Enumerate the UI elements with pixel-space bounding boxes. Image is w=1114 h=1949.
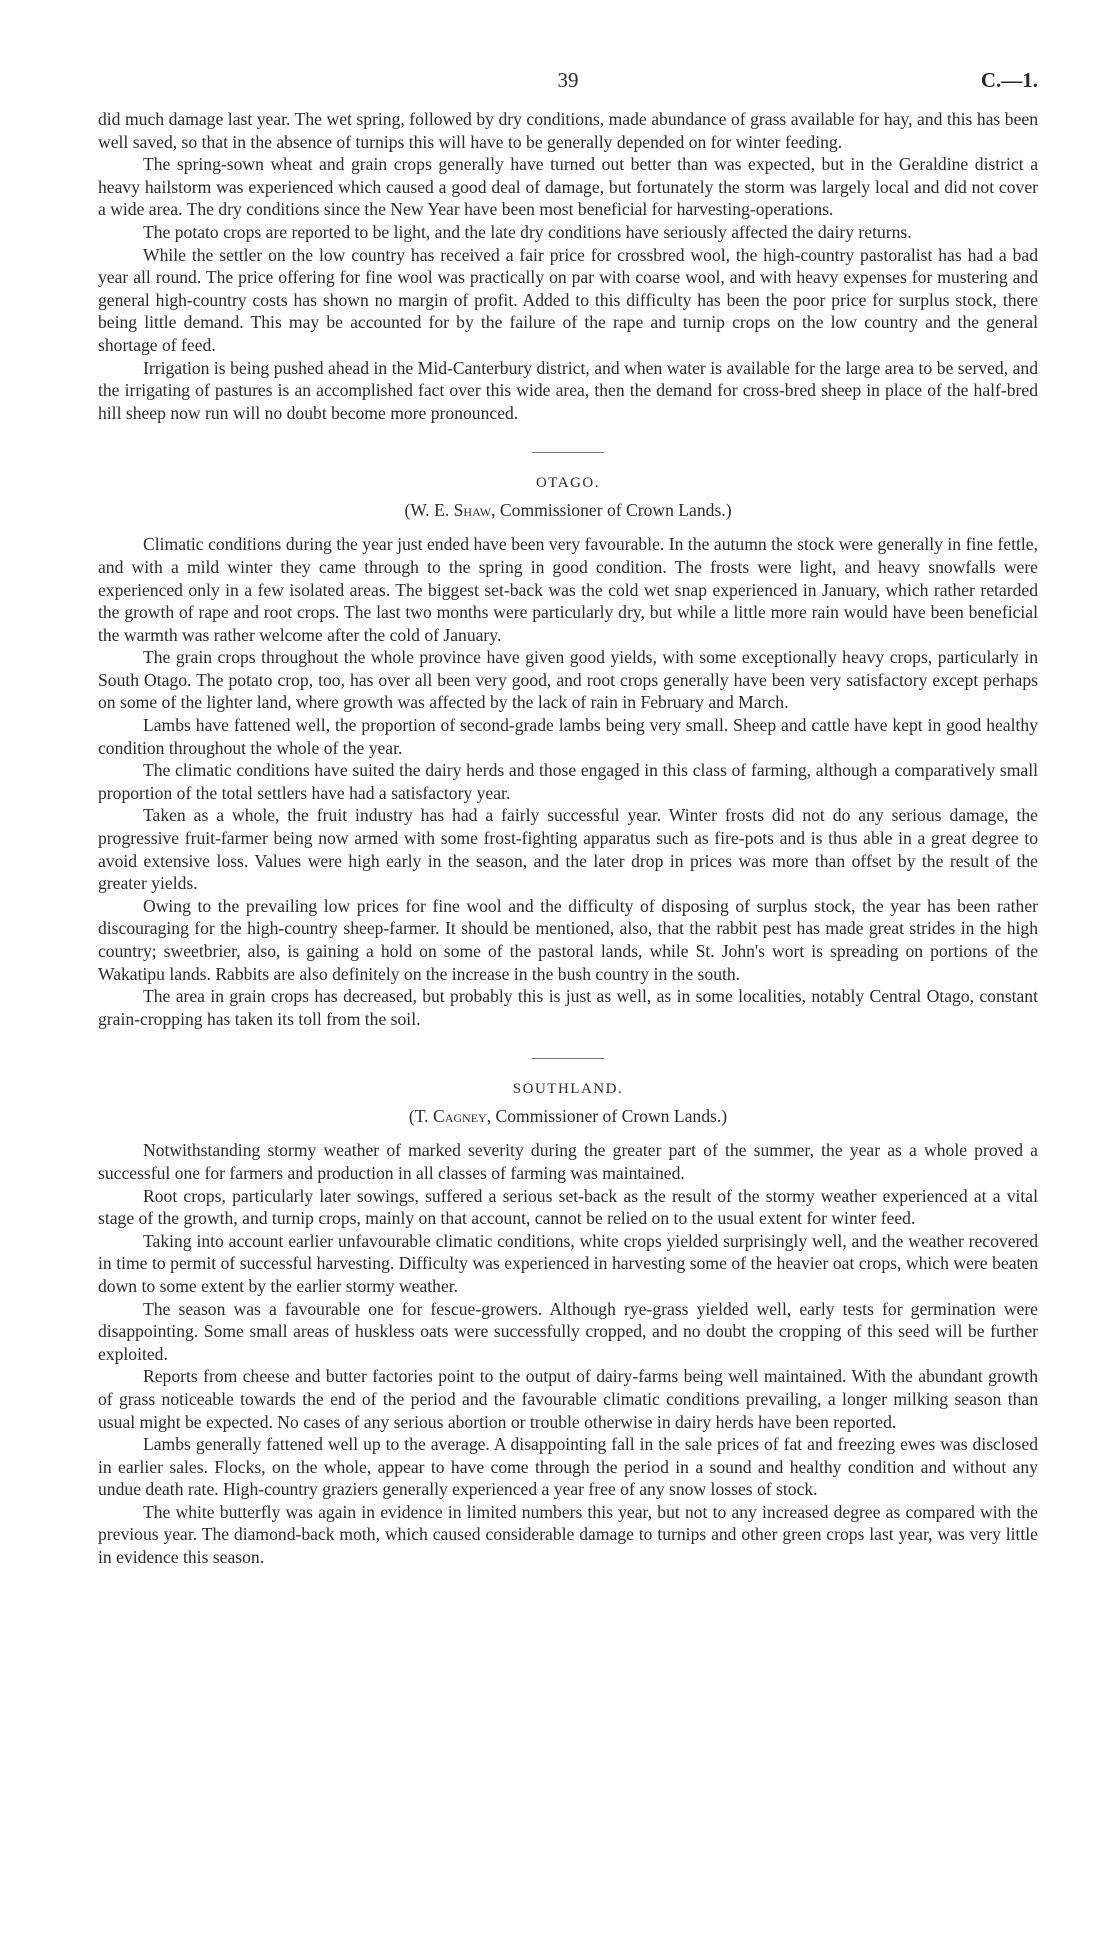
byline-title: , Commissioner of Crown Lands.)	[491, 500, 732, 521]
paragraph: Lambs generally fattened well up to the average. A disappointing fall in the sale prices of fat and freezing ewes was disclosed in earlier sales. Flocks, on the whole, appear to have come through the period in a sound and healthy condition and without any undue death rate. High-country graziers generally experienced a year free of any snow losses of stock.	[98, 1434, 1038, 1500]
section-divider	[532, 452, 604, 453]
byline-name: Shaw	[453, 500, 492, 521]
paragraph: Climatic conditions during the year just ended have been very favourable. In the autumn the stock were generally in fine fettle, and with a mild winter they came through to the spring in good condition. The frosts were light, and heavy snowfalls were experienced only in a few isolated areas. The biggest set-back was the cold wet snap experienced in January, which rather retarded the growth of rape and root crops. The last two months were particularly dry, but while a little more rain would have been beneficial the warmth was rather welcome after the cold of January.	[98, 534, 1038, 645]
document-reference: C.—1.	[980, 68, 1038, 92]
section-title: OTAGO.	[535, 475, 601, 492]
paragraph: Owing to the prevailing low prices for fine wool and the difficulty of disposing of surplus stock, the year has been rather discouraging for the high-country sheep-farmer. It should be mentioned, also, that the rabbit pest has made great strides in the high country; sweetbrier, also, is gaining a hold on some of the pastoral lands, while St. John's wort is spreading on portions of the Wakatipu lands. Rabbits are also definitely on the increase in the bush country in the south.	[98, 895, 1038, 984]
section-byline	[98, 500, 1038, 521]
paragraph: Lambs have fattened well, the proportion of second-grade lambs being very small. Sheep and cattle have kept in good healthy condition throughout the whole of the year.	[98, 715, 1038, 758]
paragraph: Reports from cheese and butter factories point to the output of dairy-farms being well maintained. With the abundant growth of grass noticeable towards the end of the period and the favourable climatic conditions prevailing, a longer milking season than usual might be expected. No cases of any serious abortion or trouble otherwise in dairy herds have been reported.	[98, 1366, 1038, 1432]
paragraph: did much damage last year. The wet spring, followed by dry conditions, made abundance of grass available for hay, and this has been well saved, so that in the absence of turnips this will have to be generally depended on for winter feeding.	[98, 109, 1038, 152]
paragraph: Notwithstanding stormy weather of marked severity during the greater part of the summer, the year as a whole proved a successful one for farmers and production in all classes of farming was maintained.	[98, 1140, 1038, 1183]
byline-title: , Commissioner of Crown Lands.)	[486, 1106, 728, 1127]
paragraph: The climatic conditions have suited the dairy herds and those engaged in this class of farming, although a comparatively small proportion of the total settlers have had a satisfactory year.	[98, 760, 1038, 803]
page-header	[98, 68, 1038, 108]
page-number: 39	[557, 68, 579, 92]
paragraph: While the settler on the low country has received a fair price for crossbred wool, the high-country pastoralist has had a bad year all round. The price offering for fine wool was practically on par with coarse wool, and with heavy expenses for mustering and general high-country costs has shown no margin of profit. Added to this difficulty has been the poor price for surplus stock, there being little demand. This may be accounted for by the failure of the rape and turnip crops on the low country and the general shortage of feed.	[98, 244, 1038, 355]
paragraph: The potato crops are reported to be light, and the late dry conditions have seriously affected the dairy returns.	[143, 221, 912, 242]
southland-section	[98, 1081, 1038, 1568]
section-divider	[532, 1058, 604, 1059]
intro-section	[98, 108, 1038, 424]
paragraph: Irrigation is being pushed ahead in the Mid-Canterbury district, and when water is available for the large area to be served, and the irrigating of pastures is an accomplished fact over this wide area, then the demand for cross-bred sheep in place of the half-bred hill sheep now run will no doubt become more pronounced.	[98, 357, 1038, 423]
paragraph: The area in grain crops has decreased, but probably this is just as well, as in some localities, notably Central Otago, constant grain-cropping has taken its toll from the soil.	[98, 986, 1038, 1029]
section-title: SOUTHLAND.	[512, 1081, 624, 1098]
section-byline	[98, 1106, 1038, 1127]
paragraph: The season was a favourable one for fescue-growers. Although rye-grass yielded well, early tests for germination were disappointing. Some small areas of huskless oats were successfully cropped, and no doubt the cropping of this seed will be further exploited.	[98, 1298, 1038, 1364]
paragraph: Taking into account earlier unfavourable climatic conditions, white crops yielded surprisingly well, and the weather recovered in time to permit of successful harvesting. Difficulty was experienced in harvesting some of the heavier oat crops, which were beaten down to some extent by the earlier stormy weather.	[98, 1230, 1038, 1296]
document-page	[98, 68, 1038, 1569]
paragraph: The grain crops throughout the whole province have given good yields, with some exceptionally heavy crops, particularly in South Otago. The potato crop, too, has over all been very good, and root crops generally have been very satisfactory except perhaps on some of the lighter land, where growth was affected by the lack of rain in February and March.	[98, 647, 1038, 713]
paragraph: Root crops, particularly later sowings, suffered a serious set-back as the result of the stormy weather experienced at a vital stage of the growth, and turnip crops, mainly on that account, cannot be relied on to the usual extent for winter feed.	[98, 1185, 1038, 1229]
otago-section	[98, 475, 1038, 1030]
byline-prefix: (T.	[408, 1106, 433, 1127]
paragraph: The white butterfly was again in evidence in limited numbers this year, but not to any increased degree as compared with the previous year. The diamond-back moth, which caused considerable damage to turnips and other green crops last year, was very little in evidence this season.	[98, 1501, 1038, 1568]
byline-name: Cagney	[432, 1106, 487, 1127]
paragraph: The spring-sown wheat and grain crops generally have turned out better than was expected, but in the Geraldine district a heavy hailstorm was experienced which caused a good deal of damage, but fortunately the storm was largely local and did not cover a wide area. The dry conditions since the New Year have been most beneficial for harvesting-operations.	[98, 154, 1038, 220]
byline-prefix: (W. E.	[404, 500, 454, 521]
paragraph: Taken as a whole, the fruit industry has had a fairly successful year. Winter frosts did not do any serious damage, the progressive fruit-farmer being now armed with some frost-fighting apparatus such as fire-pots and is thus able in a great degree to avoid extensive loss. Values were high early in the season, and the later drop in prices was more than offset by the result of the greater yields.	[98, 805, 1038, 894]
